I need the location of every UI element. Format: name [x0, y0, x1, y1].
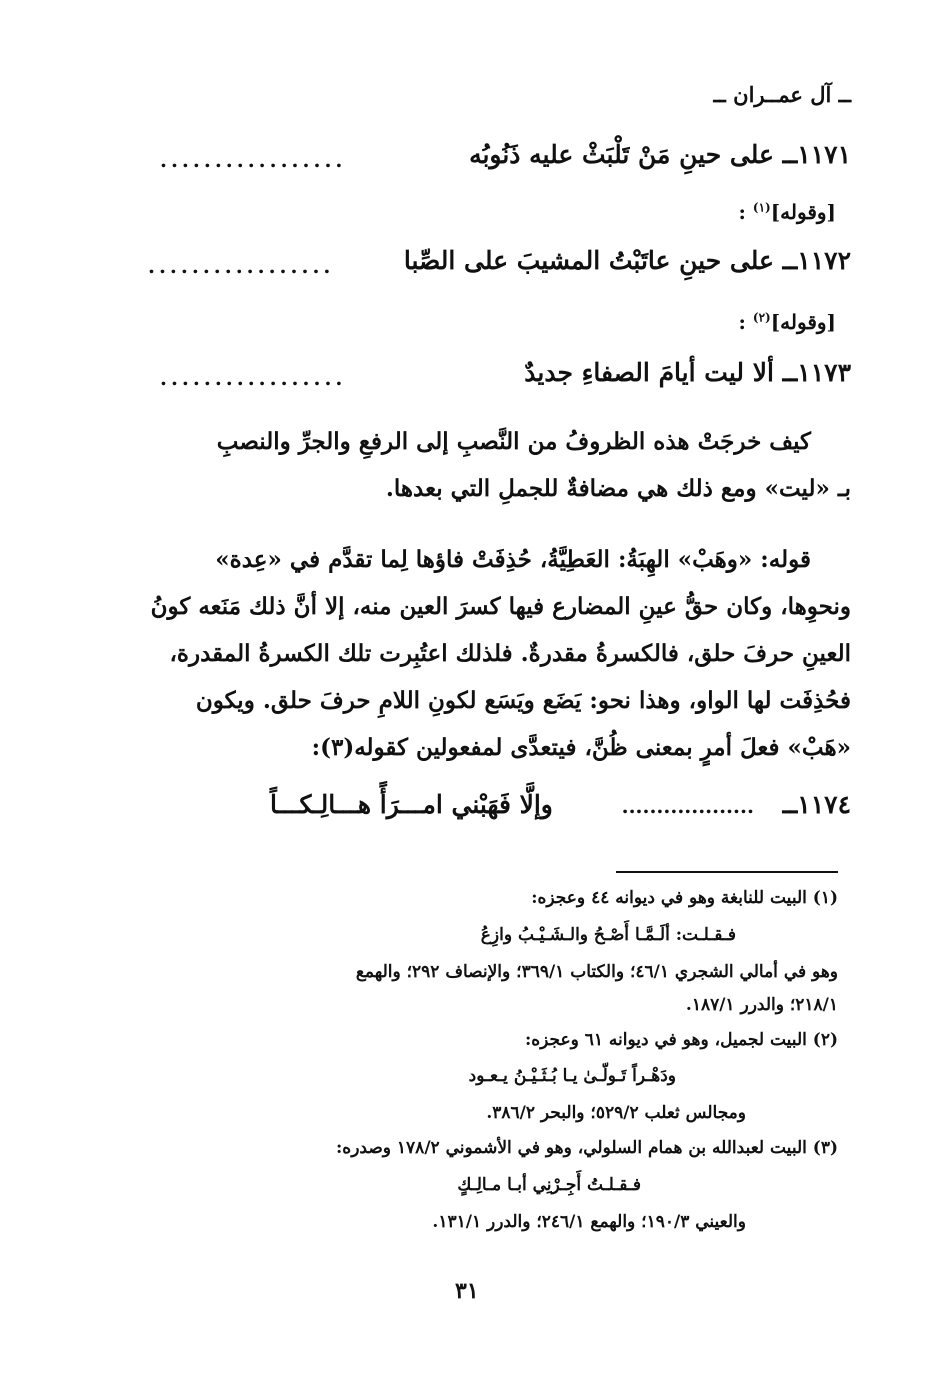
paragraph-line: العينِ حرفَ حلق، فالكسرةُ مقدرةٌ. فلذلك اعتُبِرت تلك الكسرةُ المقدرة، [169, 640, 851, 667]
paragraph-line: كيف خرجَتْ هذه الظروفُ من النَّصبِ إلى الرفعِ والجرِّ والنصبِ [216, 428, 811, 455]
intro-1 [739, 200, 836, 224]
footnote-ref: (٢) [752, 310, 771, 325]
verse-text: على حينِ عاتَبْتُ المشيبَ على الصِّبا [403, 246, 774, 275]
footnote-1-line-4: ٢١٨/١؛ والدرر ١٨٧/١. [685, 995, 838, 1015]
verse-text: على حينِ مَنْ تَلْبَثْ عليه ذَنُوبُه [469, 140, 774, 169]
verse-ellipsis: ................... [621, 794, 754, 818]
verse-1173 [130, 358, 851, 390]
footnote-2-line-3: ومجالس ثعلب ٥٢٩/٢؛ والبحر ٣٨٦/٢. [486, 1103, 746, 1123]
page-number: ٣١ [455, 1278, 479, 1304]
paragraph-line: قوله: «وهَبْ» الهِبَةُ: العَطِيَّةُ، حُذِفَتْ فاؤها لِما تقدَّم في «عِدة» [215, 546, 811, 573]
verse-number: ١١٧٤ــ [782, 790, 851, 819]
footnote-3-line-3: والعيني ١٩٠/٣؛ والهمع ٢٤٦/١؛ والدرر ١٣١/١. [432, 1212, 746, 1232]
verse-ellipsis: ................. [160, 366, 347, 390]
footnote-divider [616, 871, 838, 873]
footnote-ref: (١) [752, 200, 771, 215]
verse-1172 [130, 246, 851, 278]
paragraph-line: فحُذِفَت لها الواو، وهذا نحو: يَضَع ويَسَع لكونِ اللامِ حرفَ حلق. ويكون [195, 687, 851, 714]
verse-1174 [130, 790, 851, 819]
verse-number: ١١٧٢ــ [782, 246, 851, 275]
verse-number: ١١٧٣ــ [782, 358, 851, 387]
verse-1171 [130, 140, 851, 172]
intro-colon: : [738, 310, 746, 334]
verse-ellipsis: ................. [160, 148, 347, 172]
running-header: ــ آل عمــران ــ [713, 82, 851, 107]
verse-text: ألا ليت أيامَ الصفاءِ جديدٌ [524, 358, 774, 387]
verse-text: وإلَّا فَهَبْني امـــرَأً هـــالِـكـــاً [269, 790, 553, 819]
verse-number: ١١٧١ــ [782, 140, 851, 169]
verse-ellipsis: ................. [148, 254, 335, 278]
intro-2 [739, 310, 836, 334]
paragraph-line: بـ «ليت» ومع ذلك هي مضافةٌ للجملِ التي بعدها. [385, 475, 851, 502]
intro-label: [وقوله] [770, 200, 836, 224]
footnote-2-line-1: (٢) البيت لجميل، وهو في ديوانه ٦١ وعجزه: [524, 1030, 838, 1050]
intro-label: [وقوله] [770, 310, 836, 334]
paragraph-line: «هَبْ» فعلَ أمرٍ بمعنى ظُنَّ، فيتعدَّى لمفعولين كقوله(٣): [311, 734, 851, 761]
footnote-2-line-2: ودَهْـراً تَـولّـىٰ يـا بُـثَـيْـنُ يـعـود [468, 1066, 676, 1086]
commentary-paragraph-2 [131, 536, 851, 771]
footnote-3-line-2: فـقـلـتُ أَجِـرْنِي أبـا مـالِـكٍ [457, 1175, 641, 1195]
footnote-1-line-2: فـقـلـت: ألَـمَّـا أَصْـحُ والـشَـيْـبُ وازِعُ [480, 925, 736, 945]
intro-colon: : [738, 200, 746, 224]
footnote-1-line-3: وهو في أمالي الشجري ٤٦/١؛ والكتاب ٣٦٩/١؛ والإنصاف ٢٩٢؛ والهمع [355, 962, 838, 982]
footnote-1-line-1: (١) البيت للنابغة وهو في ديوانه ٤٤ وعجزه: [531, 888, 838, 908]
commentary-paragraph-1 [131, 418, 851, 512]
footnote-3-line-1: (٣) البيت لعبدالله بن همام السلولي، وهو في الأشموني ١٧٨/٢ وصدره: [336, 1138, 838, 1158]
paragraph-line: ونحوِها، وكان حقُّ عينِ المضارع فيها كسرَ العين منه، إلا أنَّ ذلك مَنَعه كونُ [150, 593, 851, 620]
